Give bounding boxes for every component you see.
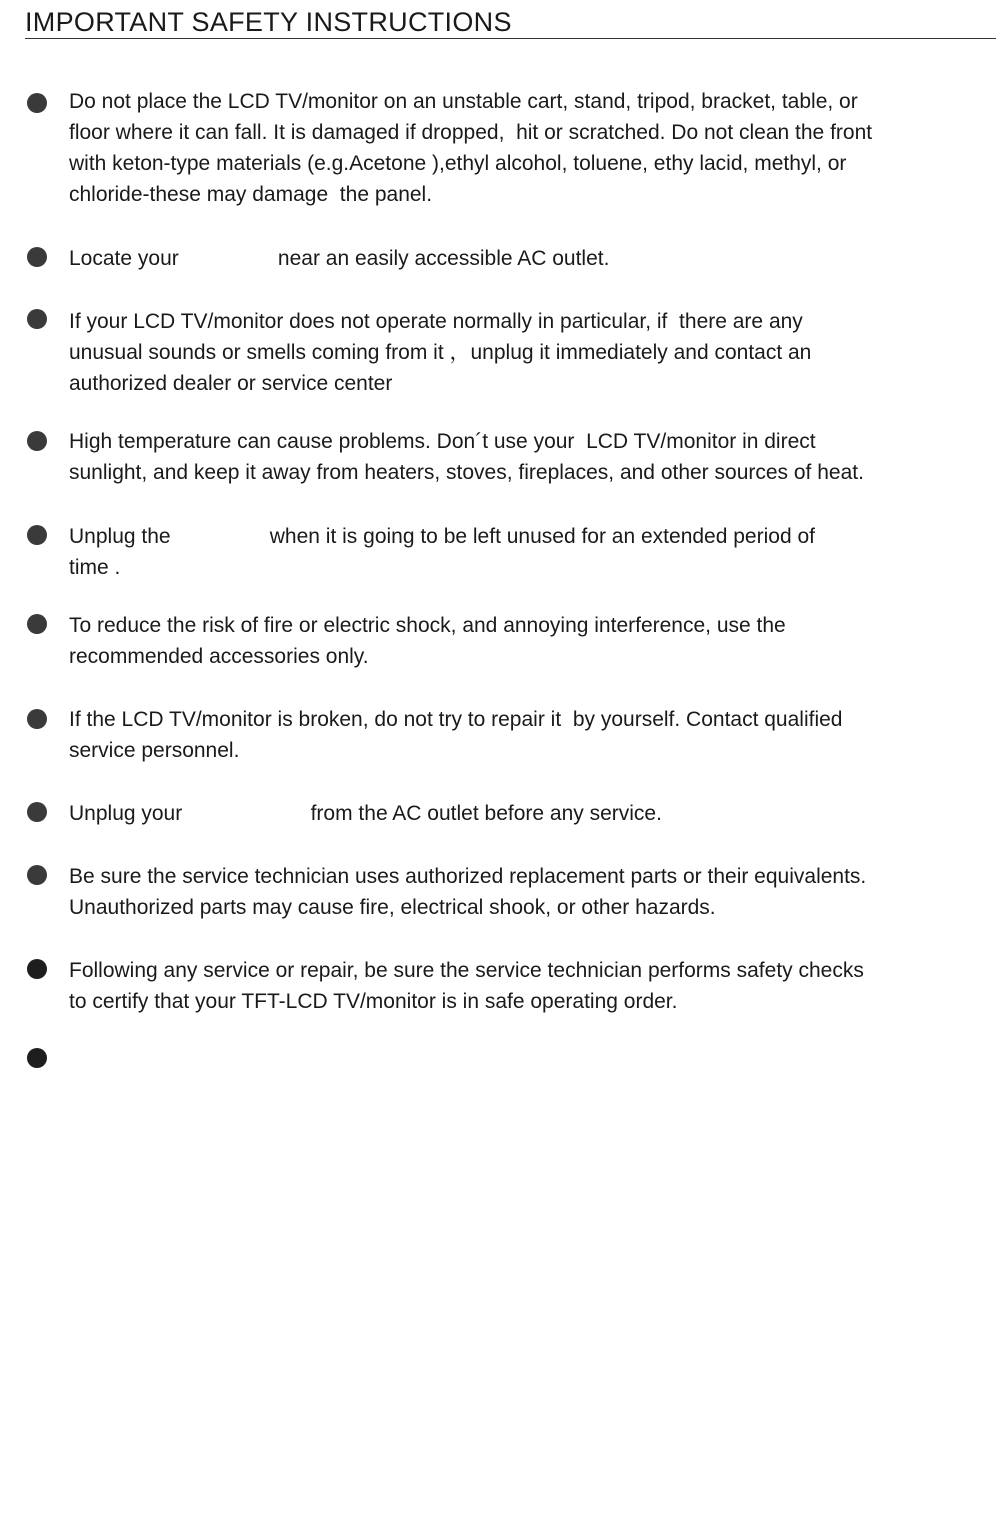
instruction-text-line: authorized dealer or service center [69,372,393,395]
bullet-dot [27,959,47,979]
bullet-dot [27,93,47,113]
instruction-text-line: to certify that your TFT-LCD TV/monitor is in safe operating order. [69,990,678,1013]
instruction-text-line: time . [69,556,121,579]
bullet-dot [27,865,47,885]
instruction-text-line: Unplug your from the AC outlet before any service. [69,802,662,825]
bullet-dot [27,614,47,634]
bullet-dot [27,525,47,545]
instruction-text-line: Do not place the LCD TV/monitor on an unstable cart, stand, tripod, bracket, table, or [69,90,858,113]
instruction-text-line: service personnel. [69,739,240,762]
instruction-text-line: floor where it can fall. It is damaged if dropped, hit or scratched. Do not clean the front [69,121,873,144]
bullet-dot [27,802,47,822]
instruction-text-line: Unplug the when it is going to be left unused for an extended period of [69,525,815,548]
bullet-dot [27,1048,47,1068]
instruction-text-line: To reduce the risk of fire or electric shock, and annoying interference, use the [69,614,786,637]
bullet-dot [27,431,47,451]
bullet-dot [27,709,47,729]
instruction-text-line: Be sure the service technician uses authorized replacement parts or their equivalents. [69,865,867,888]
instruction-text-line: chloride-these may damage the panel. [69,183,433,206]
page-title: IMPORTANT SAFETY INSTRUCTIONS [25,7,512,37]
instruction-text-line: Following any service or repair, be sure the service technician performs safety checks [69,959,864,982]
instruction-text-line: recommended accessories only. [69,645,369,668]
title-divider [25,38,996,39]
instruction-text-line: If your LCD TV/monitor does not operate normally in particular, if there are any [69,310,803,333]
instruction-text-line: sunlight, and keep it away from heaters, stoves, fireplaces, and other sources of heat. [69,461,864,484]
instruction-text-line: If the LCD TV/monitor is broken, do not try to repair it by yourself. Contact qualified [69,708,843,731]
bullet-dot [27,309,47,329]
instruction-text-line: Locate your near an easily accessible AC outlet. [69,247,610,270]
instruction-text-line: Unauthorized parts may cause fire, electrical shook, or other hazards. [69,896,716,919]
instruction-text-line: unusual sounds or smells coming from it ，unplug it immediately and contact an [69,341,812,364]
instruction-text-line: with keton-type materials (e.g.Acetone ),ethyl alcohol, toluene, ethy lacid, methyl, or [69,152,847,175]
bullet-dot [27,247,47,267]
instruction-text-line: High temperature can cause problems. Don´t use your LCD TV/monitor in direct [69,430,816,453]
